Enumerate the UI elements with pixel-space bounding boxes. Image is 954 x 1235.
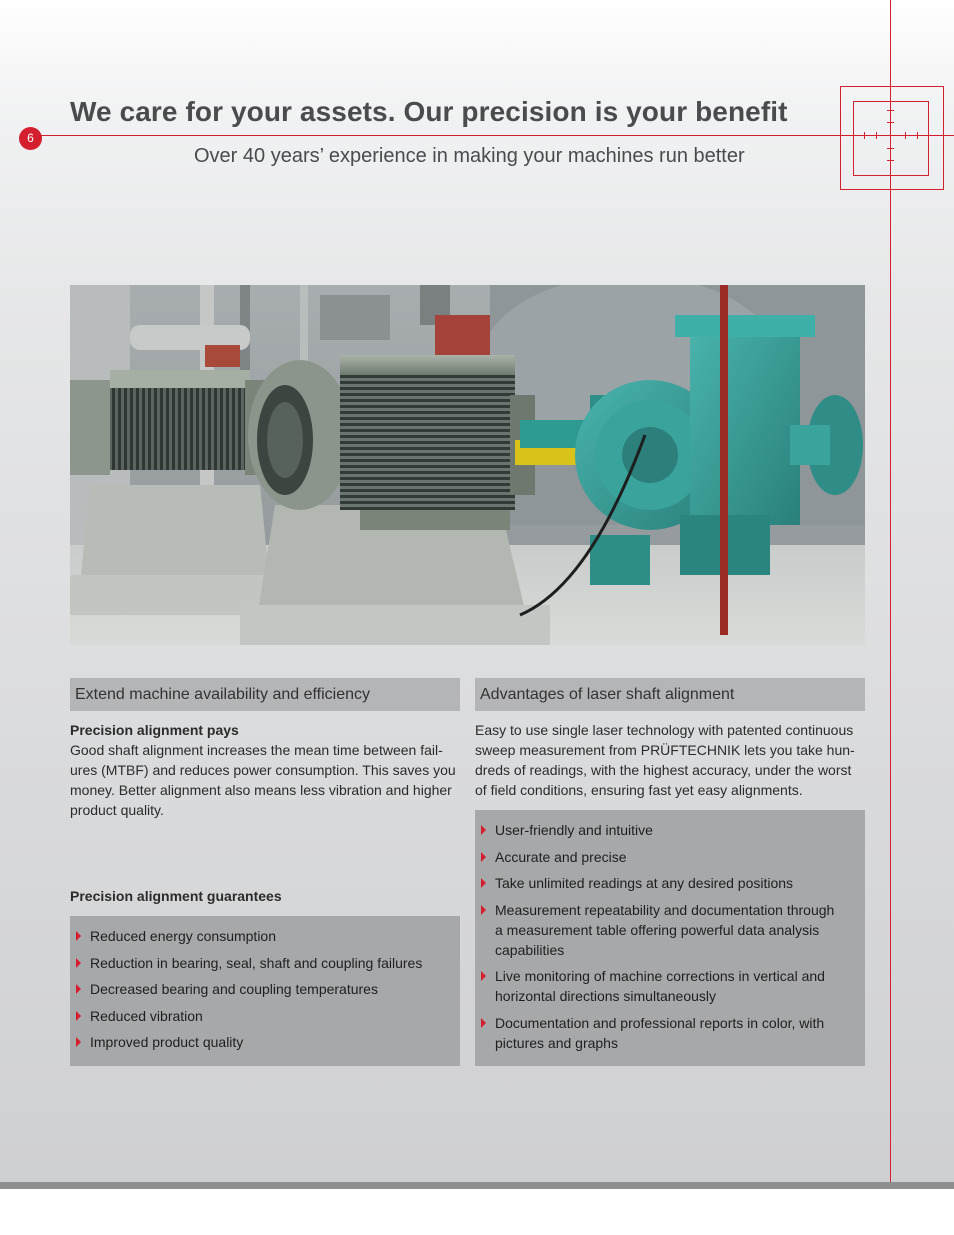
list-item: User-friendly and intuitive — [475, 820, 865, 840]
arrow-bullet-icon — [481, 905, 486, 915]
pump-motor-photo — [70, 285, 865, 645]
arrow-bullet-icon — [481, 1018, 486, 1028]
list-item: Accurate and precise — [475, 847, 865, 867]
arrow-bullet-icon — [76, 984, 81, 994]
page-number-badge: 6 — [19, 127, 42, 150]
arrow-bullet-icon — [481, 825, 486, 835]
list-item: Take unlimited readings at any desired positions — [475, 873, 865, 893]
page-title: We care for your assets. Our precision is your benefit — [70, 96, 788, 127]
list-item: Reduction in bearing, seal, shaft and coupling failures — [70, 953, 460, 973]
arrow-bullet-icon — [481, 971, 486, 981]
list-item: Improved product quality — [70, 1032, 460, 1052]
list-item: Documentation and professional reports in color, with pictures and graphs — [475, 1013, 865, 1053]
list-item: Live monitoring of machine corrections in vertical and horizontal directions simultaneously — [475, 966, 865, 1006]
advantages-list-box — [475, 810, 865, 1066]
arrow-bullet-icon — [76, 1037, 81, 1047]
arrow-bullet-icon — [76, 1011, 81, 1021]
footer-bar — [0, 1182, 954, 1189]
precision-guarantees-heading: Precision alignment guarantees — [70, 888, 282, 904]
list-item: Decreased bearing and coupling temperatures — [70, 979, 460, 999]
arrow-bullet-icon — [481, 878, 486, 888]
arrow-bullet-icon — [76, 931, 81, 941]
left-column-heading: Extend machine availability and efficiency — [70, 678, 460, 711]
list-item: Measurement repeatability and documentation through a measurement table offering powerful data analysis capabilities — [475, 900, 865, 960]
arrow-bullet-icon — [76, 958, 81, 968]
list-item: Reduced energy consumption — [70, 926, 460, 946]
page-subtitle: Over 40 years’ experience in making your machines run better — [194, 145, 745, 167]
crosshair-horizontal-line — [30, 135, 954, 136]
arrow-bullet-icon — [481, 852, 486, 862]
guarantees-list-box — [70, 916, 460, 1066]
right-column-heading: Advantages of laser shaft alignment — [475, 678, 865, 711]
guarantees-list — [70, 926, 460, 1052]
list-item: Reduced vibration — [70, 1006, 460, 1026]
advantages-list — [475, 820, 865, 1053]
precision-pays-heading: Precision alignment pays — [70, 722, 239, 738]
